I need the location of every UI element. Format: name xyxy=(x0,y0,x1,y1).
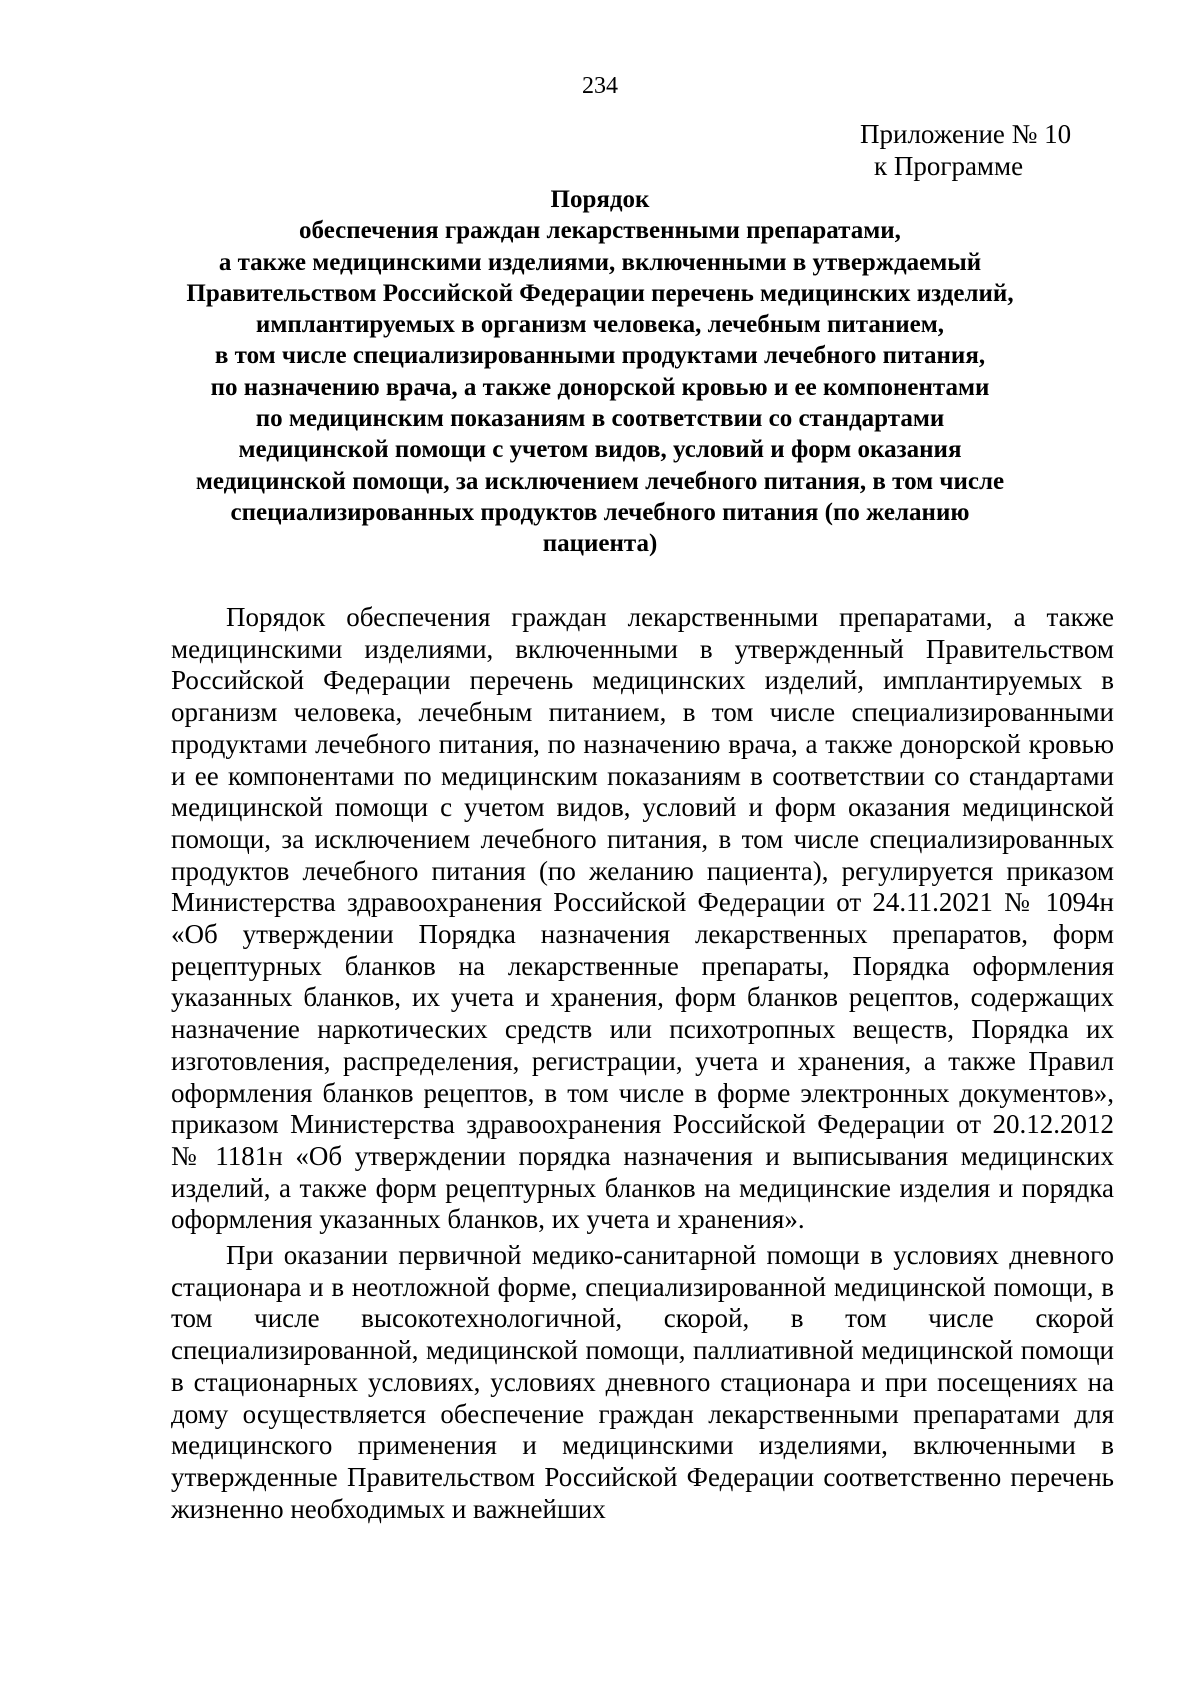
title-line: в том числе специализированными продуктами лечебного питания, xyxy=(214,342,986,370)
page-number: 234 xyxy=(582,73,618,99)
document-title xyxy=(150,184,1050,560)
document-body xyxy=(171,602,1114,1529)
title-line: по медицинским показаниям в соответствии со стандартами xyxy=(255,405,945,433)
title-line: медицинской помощи с учетом видов, условий и форм оказания xyxy=(238,436,962,464)
appendix-reference xyxy=(860,118,1120,182)
body-paragraph: При оказании первичной медико-санитарной помощи в условиях дневного стационара и в неотложной форме, специализированной медицинской помощи, в том числе высокотехнологичной, скорой, в том числе скорой специализированной, медицинской помощи, паллиативной медицинской помощи в стационарных условиях, условиях дневного стационара и при посещениях на дому осуществляется обеспечение граждан лекарственными препаратами для медицинского применения и медицинскими изделиями, включенными в утвержденные Правительством Российской Федерации соответственно перечень жизненно необходимых и важнейших xyxy=(171,1240,1114,1524)
title-line: Правительством Российской Федерации перечень медицинских изделий, xyxy=(186,279,1014,307)
appendix-line-2: к Программе xyxy=(874,151,1024,181)
title-line: специализированных продуктов лечебного питания (по желанию xyxy=(230,498,970,526)
body-paragraph: Порядок обеспечения граждан лекарственными препаратами, а также медицинскими изделиями, включенными в утвержденный Правительством Российской Федерации перечень медицинских изделий, имплантируемых в организм человека, лечебным питанием, в том числе специализированными продуктами лечебного питания, по назначению врача, а также донорской кровью и ее компонентами по медицинским показаниям в соответствии со стандартами медицинской помощи с учетом видов, условий и форм оказания медицинской помощи, за исключением лечебного питания, в том числе специализированных продуктов лечебного питания (по желанию пациента), регулируется приказом Министерства здравоохранения Российской Федерации от 24.11.2021 № 1094н «Об утверждении Порядка назначения лекарственных препаратов, форм рецептурных бланков на лекарственные препараты, Порядка оформления указанных бланков, их учета и хранения, форм бланков рецептов, содержащих назначение наркотических средств или психотропных веществ, Порядка их изготовления, распределения, регистрации, учета и хранения, а также Правил оформления бланков рецептов, в том числе в форме электронных документов», приказом Министерства здравоохранения Российской Федерации от 20.12.2012 № 1181н «Об утверждении порядка назначения и выписывания медицинских изделий, а также форм рецептурных бланков на медицинские изделия и порядка оформления указанных бланков, их учета и хранения». xyxy=(171,602,1114,1235)
title-line: пациента) xyxy=(542,530,658,558)
title-line: а также медицинскими изделиями, включенными в утверждаемый xyxy=(218,248,982,276)
title-line: Порядок xyxy=(550,186,650,213)
title-line: по назначению врача, а также донорской кровью и ее компонентами xyxy=(210,373,990,401)
appendix-line-1: Приложение № 10 xyxy=(860,119,1072,149)
title-line: имплантируемых в организм человека, лечебным питанием, xyxy=(255,311,945,339)
title-line: медицинской помощи, за исключением лечебного питания, в том числе xyxy=(195,467,1005,495)
title-line: обеспечения граждан лекарственными препаратами, xyxy=(299,217,901,245)
